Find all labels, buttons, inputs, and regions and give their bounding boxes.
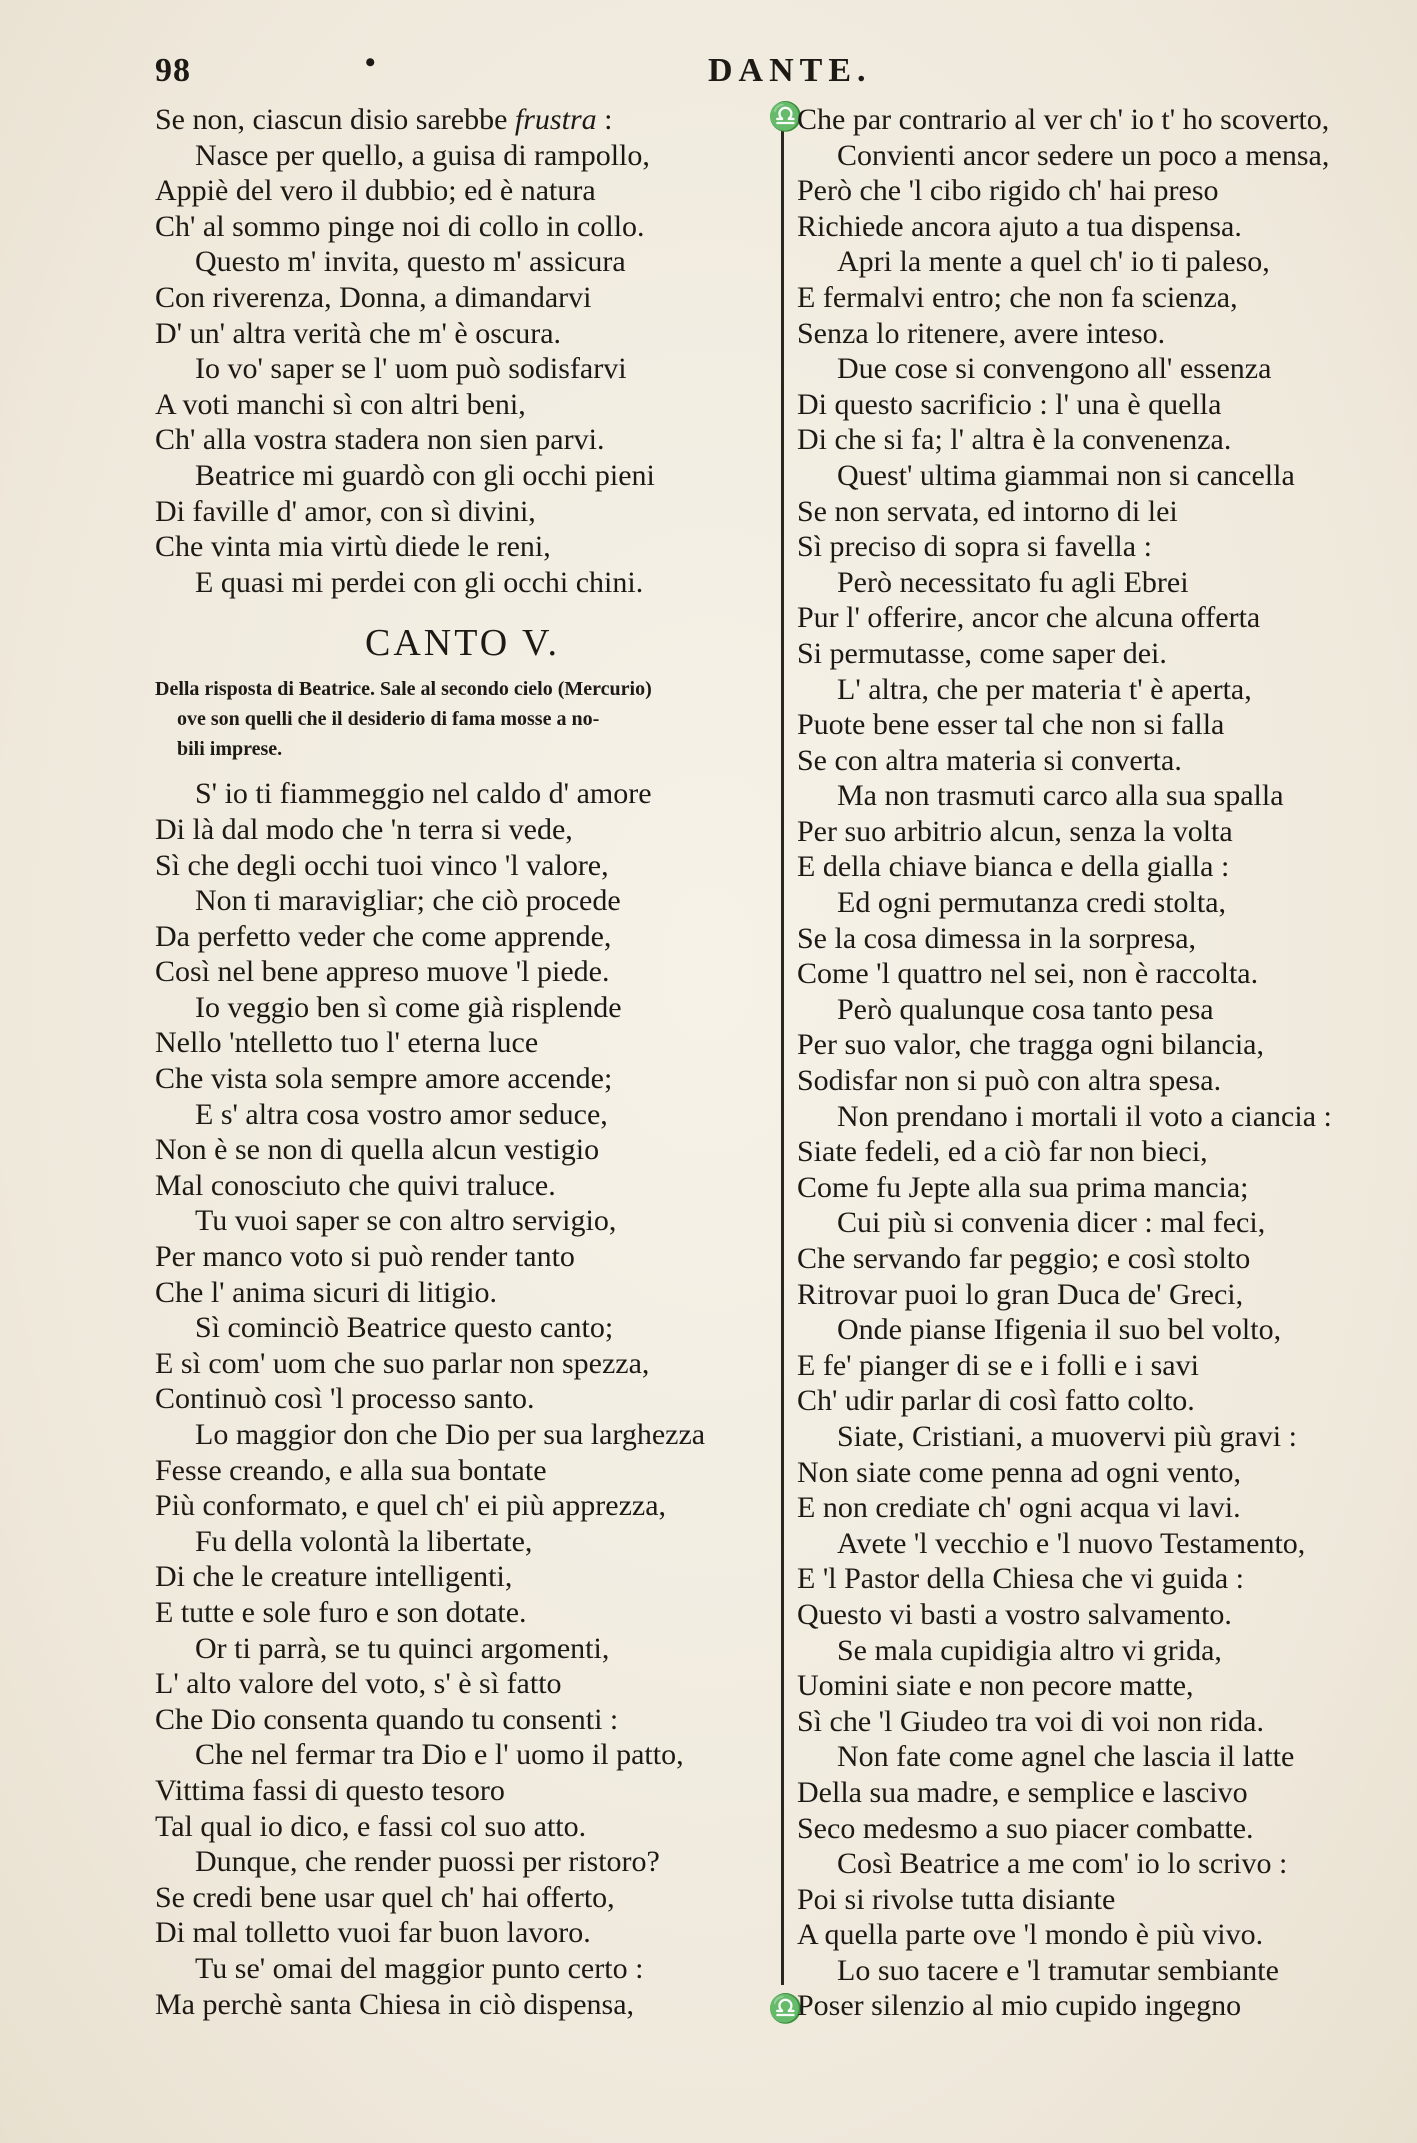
- verse-line: Ch' udir parlar di così fatto colto.: [797, 1384, 1195, 1418]
- verse-line: Puote bene esser tal che non si falla: [797, 708, 1225, 742]
- verse-text: Se non, ciascun disio sarebbe: [155, 103, 515, 136]
- verse-line: Nasce per quello, a guisa di rampollo,: [195, 138, 650, 172]
- verse-line: [155, 102, 770, 138]
- verse-line: Che vista sola sempre amore accende;: [155, 1062, 613, 1096]
- verse-line: Per suo arbitrio alcun, senza la volta: [797, 814, 1233, 848]
- verse-line: Pur l' offerire, ancor che alcuna offerta: [797, 601, 1261, 635]
- verse-line: Sì preciso di sopra si favella :: [797, 530, 1152, 564]
- verse-line: Se credi bene usar quel ch' hai offerto,: [155, 1880, 615, 1914]
- verse-line: Fesse creando, e alla sua bontate: [155, 1453, 547, 1487]
- verse-line: Di che le creature intelligenti,: [155, 1560, 513, 1594]
- verse-line: E della chiave bianca e della gialla :: [797, 850, 1230, 884]
- verse-line: E fermalvi entro; che non fa scienza,: [797, 280, 1238, 314]
- verse-line: Poi si rivolse tutta disiante: [797, 1882, 1116, 1916]
- verse-line: Della sua madre, e semplice e lascivo: [797, 1775, 1248, 1809]
- fleuron-ornament-icon: ♎: [768, 102, 803, 133]
- verse-line: E quasi mi perdei con gli occhi chini.: [195, 565, 644, 599]
- verse-line: Così Beatrice a me com' io lo scrivo :: [837, 1847, 1288, 1881]
- verse-line: Io vo' saper se l' uom può sodisfarvi: [195, 352, 627, 386]
- verse-line: Uomini siate e non pecore matte,: [797, 1669, 1194, 1703]
- verse-line: Siate, Cristiani, a muovervi più gravi :: [837, 1419, 1297, 1453]
- verse-line: Lo maggior don che Dio per sua larghezza: [195, 1418, 706, 1451]
- verse-line: Vittima fassi di questo tesoro: [155, 1773, 505, 1807]
- verse-line: Non ti maravigliar; che ciò procede: [195, 884, 621, 918]
- verse-line: E non crediate ch' ogni acqua vi lavi.: [797, 1491, 1241, 1525]
- verse-line: Tal qual io dico, e fassi col suo atto.: [155, 1809, 587, 1843]
- verse-line: Tu vuoi saper se con altro servigio,: [195, 1204, 617, 1238]
- verse-line: Sì che degli occhi tuoi vinco 'l valore,: [155, 848, 609, 882]
- verse-line: E tutte e sole furo e son dotate.: [155, 1595, 527, 1629]
- column-divider-rule: [781, 130, 784, 1985]
- verse-line: Che Dio consenta quando tu consenti :: [155, 1702, 619, 1736]
- left-column: [155, 102, 770, 2022]
- header-dot: •: [365, 46, 376, 79]
- verse-line: Non è se non di quella alcun vestigio: [155, 1133, 600, 1167]
- verse-line: Se mala cupidigia altro vi grida,: [837, 1633, 1222, 1667]
- verse-block: [797, 102, 1412, 2024]
- verse-line: E s' altra cosa vostro amor seduce,: [195, 1097, 608, 1131]
- verse-line: Di faville d' amor, con sì divini,: [155, 494, 536, 528]
- verse-line: Ritrovar puoi lo gran Duca de' Greci,: [797, 1277, 1244, 1311]
- verse-line: Apri la mente a quel ch' io ti paleso,: [837, 245, 1270, 279]
- verse-line: Or ti parrà, se tu quinci argomenti,: [195, 1631, 610, 1665]
- verse-line: Cui più si convenia dicer : mal feci,: [837, 1206, 1266, 1240]
- verse-line: Però qualunque cosa tanto pesa: [837, 992, 1214, 1026]
- verse-line: Dunque, che render puossi per ristoro?: [195, 1845, 660, 1879]
- verse-line: Onde pianse Ifigenia il suo bel volto,: [837, 1313, 1282, 1347]
- verse-line: Ma perchè santa Chiesa in ciò dispensa,: [155, 1987, 635, 2021]
- verse-line: Così nel bene appreso muove 'l piede.: [155, 955, 610, 989]
- summary-line: bili imprese.: [177, 738, 283, 761]
- verse-line: Tu se' omai del maggior punto certo :: [195, 1951, 644, 1985]
- verse-line: Io veggio ben sì come già risplende: [195, 990, 622, 1024]
- verse-line: E sì com' uom che suo parlar non spezza,: [155, 1346, 650, 1380]
- verse-line: Più conformato, e quel ch' ei più apprezza,: [155, 1489, 667, 1523]
- italic-word: frustra: [514, 103, 597, 136]
- verse-block: [155, 102, 770, 600]
- verse-line: Due cose si convengono all' essenza: [837, 352, 1272, 386]
- verse-line: Sodisfar non si può con altra spesa.: [797, 1064, 1222, 1098]
- verse-line: L' alto valore del voto, s' è sì fatto: [155, 1667, 562, 1701]
- verse-line: Come 'l quattro nel sei, non è raccolta.: [797, 957, 1259, 991]
- verse-line: Seco medesmo a suo piacer combatte.: [797, 1811, 1254, 1845]
- verse-line: Continuò così 'l processo santo.: [155, 1382, 535, 1416]
- verse-line: Sì che 'l Giudeo tra voi di voi non rida.: [797, 1704, 1264, 1738]
- verse-line: Per suo valor, che tragga ogni bilancia,: [797, 1028, 1264, 1062]
- verse-line: Non prendano i mortali il voto a ciancia :: [837, 1099, 1332, 1133]
- verse-line: Ed ogni permutanza credi stolta,: [837, 886, 1227, 920]
- verse-line: Se la cosa dimessa in la sorpresa,: [797, 921, 1197, 955]
- verse-line: Senza lo ritenere, avere inteso.: [797, 316, 1166, 350]
- verse-block: [155, 776, 770, 2022]
- verse-line: Nello 'ntelletto tuo l' eterna luce: [155, 1026, 539, 1060]
- verse-line: Richiede ancora ajuto a tua dispensa.: [797, 209, 1242, 243]
- verse-line: Non siate come penna ad ogni vento,: [797, 1455, 1242, 1489]
- verse-line: Per manco voto si può render tanto: [155, 1240, 575, 1274]
- verse-line: Avete 'l vecchio e 'l nuovo Testamento,: [837, 1526, 1306, 1560]
- verse-line: E fe' pianger di se e i folli e i savi: [797, 1348, 1199, 1382]
- verse-line: Appiè del vero il dubbio; ed è natura: [155, 174, 596, 208]
- right-column: [797, 102, 1412, 2024]
- verse-line: Non fate come agnel che lascia il latte: [837, 1740, 1295, 1774]
- verse-line: Ch' al sommo pinge noi di collo in collo.: [155, 209, 645, 243]
- verse-line: A quella parte ove 'l mondo è più vivo.: [797, 1918, 1264, 1952]
- page-number: 98: [155, 52, 191, 89]
- verse-line: Si permutasse, come saper dei.: [797, 636, 1167, 670]
- running-title: DANTE.: [708, 52, 872, 89]
- verse-line: Sì cominciò Beatrice questo canto;: [195, 1311, 614, 1345]
- verse-line: Lo suo tacere e 'l tramutar sembiante: [837, 1953, 1279, 1987]
- verse-line: Convienti ancor sedere un poco a mensa,: [837, 138, 1330, 172]
- verse-line: Siate fedeli, ed a ciò far non bieci,: [797, 1135, 1208, 1169]
- verse-text: :: [596, 103, 613, 136]
- verse-line: Mal conosciuto che quivi traluce.: [155, 1168, 556, 1202]
- summary-line: ove son quelli che il desiderio di fama mosse a no-: [177, 708, 600, 731]
- verse-line: Poser silenzio al mio cupido ingegno: [797, 1989, 1242, 2023]
- verse-line: Questo m' invita, questo m' assicura: [195, 245, 626, 279]
- verse-line: Che l' anima sicuri di litigio.: [155, 1275, 498, 1309]
- verse-line: Con riverenza, Donna, a dimandarvi: [155, 280, 592, 314]
- verse-line: Però che 'l cibo rigido ch' hai preso: [797, 174, 1219, 208]
- canto-heading: CANTO V.: [364, 622, 561, 665]
- verse-line: D' un' altra verità che m' è oscura.: [155, 316, 562, 350]
- verse-line: Di mal tolletto vuoi far buon lavoro.: [155, 1916, 591, 1950]
- verse-line: E 'l Pastor della Chiesa che vi guida :: [797, 1562, 1244, 1596]
- summary-line: Della risposta di Beatrice. Sale al secondo cielo (Mercurio): [155, 678, 652, 701]
- verse-line: Di questo sacrificio : l' una è quella: [797, 387, 1222, 421]
- verse-line: Che par contrario al ver ch' io t' ho scoverto,: [797, 103, 1330, 136]
- verse-line: Però necessitato fu agli Ebrei: [837, 565, 1189, 599]
- verse-line: Questo vi basti a vostro salvamento.: [797, 1597, 1232, 1631]
- verse-line: Ma non trasmuti carco alla sua spalla: [837, 779, 1284, 813]
- verse-line: Di là dal modo che 'n terra si vede,: [155, 812, 573, 846]
- verse-line: Che servando far peggio; e così stolto: [797, 1242, 1251, 1275]
- verse-line: A voti manchi sì con altri beni,: [155, 387, 526, 421]
- verse-line: Come fu Jepte alla sua prima mancia;: [797, 1170, 1249, 1204]
- page-header: [155, 46, 1365, 102]
- verse-line: Se con altra materia si converta.: [797, 743, 1182, 777]
- verse-line: Che vinta mia virtù diede le reni,: [155, 530, 551, 564]
- verse-line: Fu della volontà la libertate,: [195, 1524, 533, 1558]
- verse-line: Da perfetto veder che come apprende,: [155, 919, 612, 953]
- canto-summary: [155, 674, 770, 764]
- fleuron-ornament-icon: ♎: [768, 1994, 803, 2025]
- verse-line: L' altra, che per materia t' è aperta,: [837, 672, 1252, 706]
- verse-line: Beatrice mi guardò con gli occhi pieni: [195, 458, 655, 492]
- verse-line: Che nel fermar tra Dio e l' uomo il patto,: [195, 1738, 684, 1772]
- verse-line: Ch' alla vostra stadera non sien parvi.: [155, 423, 605, 457]
- verse-line: Di che si fa; l' altra è la convenenza.: [797, 423, 1232, 457]
- verse-line: S' io ti fiammeggio nel caldo d' amore: [195, 777, 652, 811]
- verse-line: Se non servata, ed intorno di lei: [797, 494, 1178, 528]
- verse-line: Quest' ultima giammai non si cancella: [837, 458, 1295, 492]
